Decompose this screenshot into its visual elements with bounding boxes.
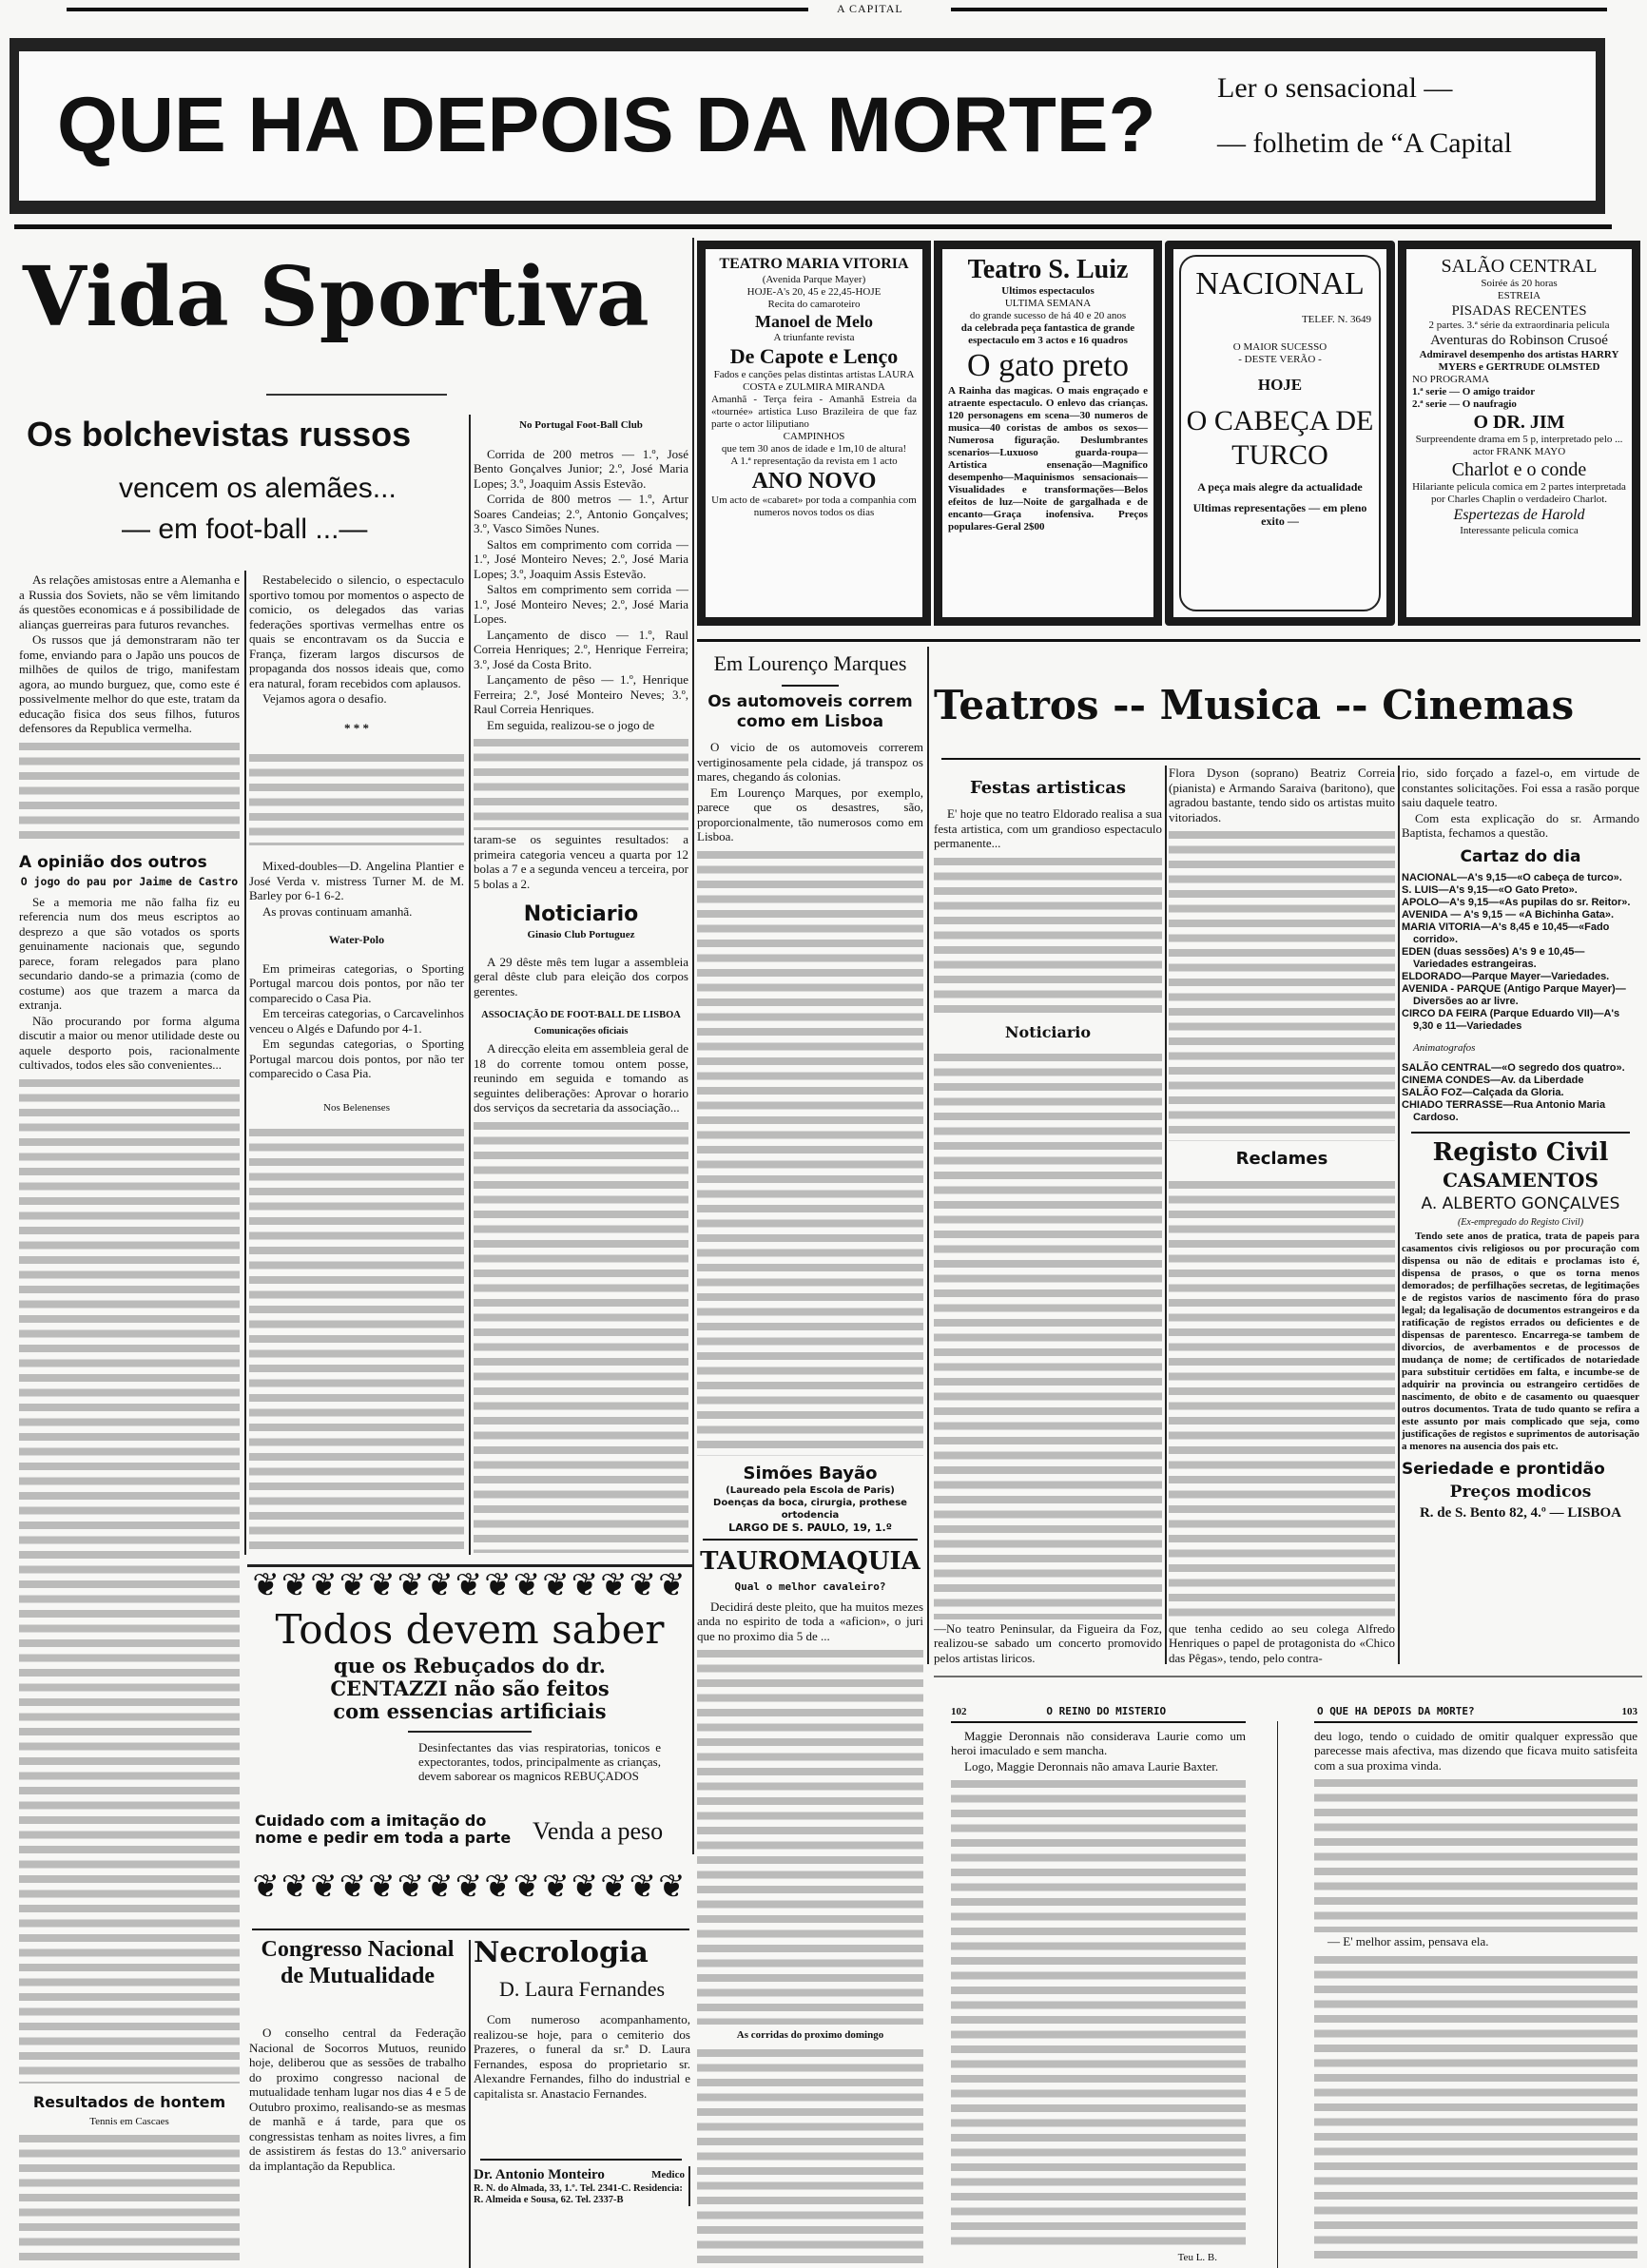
top-rule-left xyxy=(67,8,808,11)
divider xyxy=(1411,1132,1630,1134)
article-paragraph: Os russos que já demonstraram não ter fome, enviando para o Japão uns poucos de milhões de quilos de trigo, manifestam agora, ao mundo burguez, que, como este é possivelmente melhor do que este, tratam da educação fisica dos seus filhos, futuros defensores da Republica vermelha. xyxy=(19,632,240,735)
cartaz-item: APOLO—A's 9,15—«As pupilas do sr. Reitor». xyxy=(1402,896,1631,908)
subheading-ginasio: Ginasio Club Portuguez xyxy=(527,929,635,940)
section-title-teatros: Teatros -- Musica -- Cinemas xyxy=(934,682,1575,728)
article-paragraph: O vicio de os automoveis correrem vertiginosamente pela cidade, já transpoz os mares, chegando ás colonias. xyxy=(697,740,923,784)
tauromaquia-text: Decidirá deste pleito, que ha muitos mezes anda no espirito de toda a «aficion», o juri que no proximo dia 5 de ... xyxy=(697,1599,923,1643)
article-paragraph: As provas continuam amanhã. xyxy=(262,903,413,919)
folhetim-right-header xyxy=(1314,1704,1637,1719)
article-paragraph: Vejamos agora o desafio. xyxy=(262,691,387,706)
ad-line: Surpreendente drama em 5 p, interpretado pelo ... actor FRANK MAYO xyxy=(1415,434,1623,457)
subheading-animatografos: Animatografos xyxy=(1413,1041,1476,1054)
ad-show-title: PISADAS RECENTES xyxy=(1451,303,1587,319)
article-paragraph: Em primeiras categorias, o Sporting Portugal marcou dois pontos, por não ter comparecido o Casa Pia. xyxy=(249,960,464,1005)
ad-show-title: O gato preto xyxy=(967,348,1129,383)
text-texture xyxy=(934,1050,1162,1619)
divider xyxy=(941,758,1640,760)
ad-warning: Cuidado com a imitação do nome e pedir em toda a parte xyxy=(255,1812,512,1847)
article-paragraph: Em terceiras categorias, o Carcavelinhos venceu o Algés e Dafundo por 4-1. xyxy=(249,1006,464,1036)
ad-line: Um acto de «cabaret» por toda a companhia com numeros novos todos os dias xyxy=(711,494,917,518)
article-paragraph: Com esta explicação do sr. Armando Baptista, fechamos a questão. xyxy=(1402,810,1639,840)
article-paragraph: Logo, Maggie Deronnais não amava Laurie Baxter. xyxy=(964,1758,1219,1774)
heading-noticiario-teatros: Noticiario xyxy=(1004,1022,1092,1041)
registo-role: (Ex-empregado do Registo Civil) xyxy=(1457,1216,1584,1228)
top-rule-right xyxy=(951,8,1607,11)
cartaz-item: NACIONAL—A's 9,15—«O cabeça de turco». xyxy=(1402,871,1622,883)
ad-person: Manoel de Melo xyxy=(755,312,873,331)
ad-film: Espertezas de Harold xyxy=(1453,507,1585,523)
registo-title: Registo Civil xyxy=(1432,1137,1609,1167)
cartaz-cinema-item: CINEMA CONDES—Av. da Liberdade xyxy=(1402,1074,1584,1086)
ad-line: Soirée ás 20 horas xyxy=(1481,278,1558,289)
text-texture xyxy=(474,735,688,830)
ad-line: que os Rebuçados do dr. xyxy=(334,1654,606,1677)
medico-name: Dr. Antonio Monteiro xyxy=(474,2167,605,2182)
cartaz-item: AVENIDA - PARQUE (Antigo Parque Mayer)—Diversões ao ar livre. xyxy=(1402,982,1626,1007)
article-paragraph: As relações amistosas entre a Alemanha e a Russia dos Soviets, não se vêm limitando ás questões economicas e á possibilidade de alianças guerreiras para futuros revanches. xyxy=(19,572,240,631)
section-stars: * * * xyxy=(344,720,369,735)
divider xyxy=(1314,1721,1637,1723)
running-head: A CAPITAL xyxy=(837,2,903,15)
ad-line: Fados e canções pelas distintas artistas LAURA COSTA e ZULMIRA MIRANDA xyxy=(713,369,915,393)
text-texture xyxy=(19,739,240,843)
ad-title: TEATRO MARIA VITORIA xyxy=(719,256,909,272)
teatros-colA xyxy=(934,770,1162,1666)
cartaz-cinema-item: SALÃO FOZ—Calçada da Gloria. xyxy=(1402,1086,1564,1098)
column-rule xyxy=(1165,766,1167,1664)
subheading-communications: Comunicações oficiais xyxy=(533,1026,629,1037)
article-paragraph: A 29 dêste mês tem lugar a assembleia geral dêste club para eleição dos corpos gerentes. xyxy=(474,954,688,998)
opinion-byline: O jogo do pau por Jaime de Castro xyxy=(20,874,239,888)
subheading-belenenses: Nos Belenenses xyxy=(323,1101,390,1114)
folhetim-signature: Teu L. B. xyxy=(1177,2251,1217,2263)
necrologia-name: D. Laura Fernandes xyxy=(498,1977,666,2001)
column-rule xyxy=(469,1940,471,2268)
ad-line: Admiravel desempenho dos artistas HARRY MYERS e GERTRUDE OLMSTED xyxy=(1419,349,1619,373)
cartaz-item: AVENIDA — A's 9,15 — «A Bichinha Gata». xyxy=(1402,908,1615,921)
text-texture xyxy=(1314,1775,1637,1932)
article-paragraph: A direcção eleita em assembleia geral de 18 do corrente tomou ontem posse, reunindo em seguida e tomando as seguintes deliberações: Aprovar o horario dos serviços da secretaria da associação... xyxy=(474,1041,688,1115)
ad-sale: Venda a peso xyxy=(533,1817,664,1845)
subheadline-2: — em foot-ball ...— xyxy=(122,514,368,545)
divider xyxy=(703,1539,918,1541)
column-rule xyxy=(692,238,694,1854)
folhetim-right-text: deu logo, tendo o cuidado de omitir qualquer expressão que parecesse mais afectiva, mas dizendo que ficava muito satisfeita com a sua proxima vinda. xyxy=(1314,1728,1637,1773)
ad-line: que tem 30 anos de idade e 1m,10 de altura! xyxy=(721,443,907,455)
result-item: Corrida de 200 metros — 1.º, José Bento Gonçalves Junior; 2.º, José Maria Lopes; 3.º, Joaquim Assis Estevão. xyxy=(474,446,688,491)
result-item: Saltos em comprimento sem corrida — 1.º, José Monteiro Neves; 2.º, José Maria Lopes. xyxy=(474,582,688,626)
cartaz-item: ELDORADO—Parque Mayer—Variedades. xyxy=(1402,970,1610,982)
ad-title: Teatro S. Luiz xyxy=(967,255,1129,284)
divider xyxy=(480,2159,682,2161)
ad-phone: TELEF. N. 3649 xyxy=(1301,314,1371,325)
cartaz-list xyxy=(1402,872,1639,1124)
ad-teatro-maria-vitoria xyxy=(697,241,931,626)
ad-line: da celebrada peça fantastica de grande espectaculo em 3 actos e 16 quadros xyxy=(960,322,1135,346)
article-paragraph: Em Lourenço Marques, por exemplo, parece que os desastres, são, proporcionalmente, tão numerosos como em Lisboa. xyxy=(697,785,923,843)
centazzi-ad xyxy=(247,1564,692,1867)
divider xyxy=(697,639,1640,642)
ad-body: Desinfectantes das vias respiratorias, tonicos e expectorantes, todos, principalmente as crianças, devem saborear os magnicos REBUÇADOS xyxy=(418,1740,661,1783)
section-heading-opinion: A opinião dos outros xyxy=(19,852,207,872)
column-rule xyxy=(244,571,246,1555)
result-item: Lançamento de disco — 1.º, Raul Correia Henriques; 2.º, Henrique Ferreira; 3.º, José da Costa Brito. xyxy=(474,627,688,671)
ad-show-title: O CABEÇA DE TURCO xyxy=(1186,405,1374,471)
column-rule xyxy=(927,647,929,1664)
ad-today: HOJE xyxy=(1257,376,1303,394)
ad-line: HOJE-A's 20, 45 e 22,45-HOJE xyxy=(746,286,882,298)
ad-line: O MAIOR SUCESSO xyxy=(1232,341,1327,353)
necrologia-body: Com numeroso acompanhamento, realizou-se hoje, para o cemiterio dos Prazeres, o funeral da sr.ª D. Laura Fernandes, esposa do proprietario sr. Alexandre Fernandes, filho do industrial e capitalista sr. Anastacio Fernandes. xyxy=(474,2012,690,2101)
alfredo-text: que tenha cedido ao seu colega Alfredo Henriques o papel de protagonista do «Chico das Pêgas», tendo, pelo contra- xyxy=(1169,1620,1395,1665)
ad-line: Amanhã - Terça feira - Amanhã Estreia da «tournée» artistica Luso Brazileira de que faz parte o actor liliputiano xyxy=(711,394,917,430)
text-texture xyxy=(1169,827,1395,1141)
cartaz-cinema-item: SALÃO CENTRAL—«O segredo dos quatro». xyxy=(1402,1061,1625,1074)
congresso-body: O conselho central da Federação Nacional de Socorros Mutuos, reunido hoje, deliberou que as sessões de trabalho do proximo congresso nacional de mutualidade tenham lugar nos dias 4 e 5 de Outubro proximo, realisando-se as mesmas de manhã e á tarde, para que os congressistas tenham as noites livres, a fim de assistirem ás festas do 13.º aniversario da implantação da Republica. xyxy=(249,2026,466,2173)
ad-title: NACIONAL xyxy=(1195,266,1365,301)
text-texture xyxy=(474,1118,688,1554)
bayao-line: Doenças da boca, cirurgia, prothese ortodencia xyxy=(713,1497,907,1521)
teatros-colB xyxy=(1169,766,1395,1666)
banner-line1: Ler o sensacional — xyxy=(1217,72,1453,104)
ad-line: A 1.ª representação da revista em 1 acto xyxy=(730,456,898,467)
heading-noticiario: Noticiario xyxy=(523,902,639,926)
registo-prices: Preços modicos xyxy=(1449,1482,1592,1502)
bayao-ad xyxy=(697,1464,923,1535)
sports-col1 xyxy=(19,572,240,2266)
necrologia-title: Necrologia xyxy=(474,1936,649,1969)
subheadline-1: vencem os alemães... xyxy=(119,473,397,504)
ad-line: A peça mais alegre da actualidade xyxy=(1197,480,1363,494)
text-texture xyxy=(1314,1952,1637,2264)
folhetim-right-page-number: 103 xyxy=(1621,1706,1637,1717)
teatros-colC xyxy=(1402,766,1639,1522)
medico-address: R. N. do Almada, 33, 1.º. Tel. 2341-C. Residencia: R. Almeida e Sousa, 62. Tel. 2337-B xyxy=(474,2183,683,2205)
heading-reclames: Reclames xyxy=(1235,1149,1328,1169)
page-gutter xyxy=(1277,1721,1278,2268)
article-paragraph: taram-se os seguintes resultados: a primeira categoria venceu a quarta por 12 bolas a 7 e a segunda venceu a terceira, por 5 bolas a 2. xyxy=(474,832,688,891)
result-item: Lançamento de pêso — 1.º, Henrique Ferreira; 2.º, José Monteiro Neves; 3.º, Raul Correia Henriques. xyxy=(474,672,688,716)
registo-name: A. ALBERTO GONÇALVES xyxy=(1421,1193,1620,1213)
peninsular-text: —No teatro Peninsular, da Figueira da Foz, realizou-se sabado um concerto promovido pelos artistas liricos. xyxy=(934,1620,1162,1665)
divider xyxy=(252,1929,689,1930)
banner-bottom-rule xyxy=(14,224,1612,229)
article-paragraph: Se a memoria me não falha fiz eu referencia num dos meus escriptos ao desprezo a que são votados os sports genuinamente nacionais que, segundo parece, foram relegados para plano secundario dando-se a primazia (como de costume) aos que trazem a marca da extranja. xyxy=(19,894,240,1012)
ad-line: A Rainha das magicas. O mais engraçado e atraente espectaculo. O enlevo das crianças. 120 personagens em scena—30 numeros de musica—40 coristas de ambos os sexos—Numerosa figuração. Deslumbrantes scenarios—Luxuoso guarda-roupa—Artistica ensenação—Magnifico desempenho—Maquinismos sensacionais—Visualidades e transformações—Belos efeitos de luz—Noite de gargalhada e de encanto—Graça inofensiva. Preços populares-Geral 2$00 xyxy=(948,385,1148,533)
ad-line: CENTAZZI não são feitos xyxy=(330,1677,610,1700)
medico-title: Medico xyxy=(651,2169,685,2181)
ad-line: com essencias artificiais xyxy=(333,1699,607,1723)
colB-text: Flora Dyson (soprano) Beatriz Correia (pianista) e Armando Saraiva (baritono), que agradou bastante, tendo sido os artistas muito vitoriados. xyxy=(1169,766,1395,824)
result-item: Saltos em comprimento com corrida — 1.º, José Monteiro Neves; 2.º, José Maria Lopes; 3.º, Joaquim Assis Estevão. xyxy=(474,536,688,581)
lourenco-title: Em Lourenço Marques xyxy=(713,651,907,675)
text-texture xyxy=(19,2131,240,2264)
ornament-border-icon: ❦❦❦❦❦❦❦❦❦❦❦❦❦❦❦ xyxy=(252,1568,688,1603)
subheading-association: ASSOCIAÇÃO DE FOOT-BALL DE LISBOA xyxy=(481,1010,681,1020)
registo-subtitle: CASAMENTOS xyxy=(1443,1168,1599,1192)
folhetim-left xyxy=(951,1704,1246,2265)
ad-line: 1.ª serie — O amigo traidor xyxy=(1412,386,1536,397)
ad-line: ULTIMA SEMANA xyxy=(1004,298,1092,309)
subheading-portugal-fc: No Portugal Foot-Ball Club xyxy=(519,419,643,431)
divider xyxy=(951,1721,1246,1723)
lourenco-subtitle: Os automoveis correm como em Lisboa xyxy=(707,692,913,731)
subheading-waterpolo: Water-Polo xyxy=(328,933,385,946)
ad-line: do grande sucesso de há 40 e 20 anos xyxy=(969,310,1127,321)
ad-line: (Avenida Parque Mayer) xyxy=(762,274,866,285)
ad-show-title: ANO NOVO xyxy=(751,469,877,494)
registo-address: R. de S. Bento 82, 4.º — LISBOA xyxy=(1419,1504,1622,1521)
cartaz-item: S. LUIS—A's 9,15—«O Gato Preto». xyxy=(1402,883,1578,896)
ad-line: Recita do camaroteiro xyxy=(767,299,861,310)
article-paragraph: Em segundas categorias, o Sporting Portugal marcou dois pontos, por não ter comparecido o Casa Pia. xyxy=(249,1037,464,1080)
text-texture xyxy=(934,854,1162,1016)
section-title-sports: Vida Sportiva xyxy=(23,249,650,345)
column-rule xyxy=(1398,766,1400,1664)
ad-teatro-s-luiz xyxy=(934,241,1162,626)
ad-line: Interessante pelicula comica xyxy=(1460,525,1579,536)
registo-body: Tendo sete anos de pratica, trata de papeis para casamentos civis religiosos ou por procuração com dispensa ou não de editais e proclamas isto é, dispensa de prasos, o que os torna menos demorados; de perfilhações secretas, de legitimações e de registos varios de nascimento fóra do praso legal; da legalisação de documentos estrangeiros e da ratificação de registos errados ou deficientes e de dispensas de parentesco. Encarrega-se tambem de divorcios, de averbamentos e de processos de mudança de nome; de certificados de notariedade para substituir certidões em falta, e incumbe-se de adquirir na provincia ou estrangeiro certidões de nascimento, de obito e de casamento ou quaesquer outros documentos. Trata de tudo quanto se refira a este assunto por mais complicado que seja, como justificações de registos e suprimentos de autorisação a menores na ausencia dos pais etc. xyxy=(1402,1230,1639,1452)
folhetim-left-title: O REINO DO MISTERIO xyxy=(1046,1705,1167,1717)
banner-title: QUE HA DEPOIS DA MORTE? xyxy=(57,82,1156,168)
article-paragraph: Não procurando por forma alguma discutir a maior ou menor utilidade deste ou aquele desporto pois, racionalmente cultivados, todos eles são convenientes... xyxy=(19,1013,240,1072)
ad-film: Charlot e o conde xyxy=(1451,459,1587,480)
ad-line: 2.ª serie — O naufragio xyxy=(1412,398,1517,410)
cartaz-cinema-item: CHIADO TERRASSE—Rua Antonio Maria Cardoso. xyxy=(1402,1098,1606,1123)
ad-headline: Todos devem saber xyxy=(275,1606,665,1653)
ad-show-title: De Capote e Lenço xyxy=(729,344,899,368)
text-texture xyxy=(951,1776,1246,2249)
article-paragraph: rio, sido forçado a fazel-o, em virtude de constantes solicitações. Foi essa a rasão porque saiu daquele teatro. xyxy=(1402,766,1639,809)
festas-text: E' hoje que no teatro Eldorado realisa a sua festa artistica, com um grandioso espectaculo permanente... xyxy=(934,806,1162,850)
sports-col3 xyxy=(474,418,688,1555)
text-texture xyxy=(697,847,923,1456)
ad-title: SALÃO CENTRAL xyxy=(1441,256,1598,277)
text-texture xyxy=(1169,1177,1395,1619)
ornament-border-icon: ❦❦❦❦❦❦❦❦❦❦❦❦❦❦❦ xyxy=(252,1870,688,1905)
text-texture xyxy=(249,750,464,845)
ad-film: Aventuras do Robinson Crusoé xyxy=(1430,333,1608,348)
subheading-corridas: As corridas do proximo domingo xyxy=(736,2029,884,2041)
text-texture xyxy=(697,2045,923,2264)
cartaz-item: EDEN (duas sessões) A's 9 e 10,45—Variedades estrangeiras. xyxy=(1402,945,1585,970)
ad-line: Ultimos espectaculos xyxy=(1001,285,1095,297)
banner-frame xyxy=(10,38,1605,214)
ad-line: Ultimas representações — em pleno exito — xyxy=(1192,501,1367,528)
tauromaquia-subtitle: Qual o melhor cavaleiro? xyxy=(734,1580,886,1593)
result-item: Em seguida, realizou-se o jogo de xyxy=(487,717,655,732)
folhetim-right-title: O QUE HA DEPOIS DA MORTE? xyxy=(1317,1705,1475,1717)
bayao-address: LARGO DE S. PAULO, 19, 1.º xyxy=(728,1521,892,1534)
heading-cartaz: Cartaz do dia xyxy=(1460,846,1581,866)
divider xyxy=(782,685,839,687)
column-rule xyxy=(469,415,471,1555)
tauromaquia-title: TAUROMAQUIA xyxy=(700,1546,920,1576)
ad-salao-central xyxy=(1398,241,1640,626)
ad-line: ESTREIA xyxy=(1497,290,1541,301)
result-item: Corrida de 800 metros — 1.º, Artur Soares Candeias; 2.º, Antonio Gonçalves; 3.º, Vasco Simões Nunes. xyxy=(474,492,688,535)
ad-line: A triunfante revista xyxy=(773,332,855,343)
headline-bolchevistas: Os bolchevistas russos xyxy=(27,415,412,454)
folhetim-right-text: — E' melhor assim, pensava ela. xyxy=(1327,1934,1489,1948)
folhetim-left-page-number: 102 xyxy=(951,1706,967,1717)
ad-nacional xyxy=(1165,241,1395,626)
cartaz-item: CIRCO DA FEIRA (Parque Eduardo VII)—A's 9,30 e 11—Variedades xyxy=(1402,1007,1620,1032)
divider xyxy=(934,1676,1642,1677)
ad-line: Hilariante pelicula comica em 2 partes interpretada por Charles Chaplin o verdadeiro Charlot. xyxy=(1412,481,1626,505)
ad-film: O DR. JIM xyxy=(1473,412,1565,433)
article-paragraph: Restabelecido o silencio, o espectaculo sportivo tomou por momentos o aspecto de comicio, os delegados das varias federações sportivas vermelhas entre os quais se encontravam os da Succia e França, fizeram largos discursos de propaganda dos nossos ideais que, como era natural, foram recebidos com aplausos. xyxy=(249,572,464,690)
subheading-tennis: Tennis em Cascaes xyxy=(89,2116,169,2127)
cartaz-item: MARIA VITORIA—A's 8,45 e 10,45—«Fado corrido». xyxy=(1402,921,1610,945)
section-heading-results: Resultados de hontem xyxy=(32,2093,226,2111)
text-texture xyxy=(249,1125,464,1553)
lourenco-column xyxy=(697,649,923,2266)
ad-line: 2 partes. 3.ª série da extraordinaria pelicula xyxy=(1428,320,1610,331)
heading-festas: Festas artisticas xyxy=(969,778,1127,798)
ad-line: - DESTE VERÃO - xyxy=(1238,354,1322,365)
congresso-title: Congresso Nacional de Mutualidade xyxy=(261,1937,455,1988)
ornament-divider xyxy=(266,394,447,396)
medico-ad xyxy=(474,2166,690,2206)
sports-col2 xyxy=(249,572,464,1555)
folhetim-left-header xyxy=(951,1704,1246,1719)
bayao-name: Simões Bayão xyxy=(743,1463,878,1483)
article-paragraph: Maggie Deronnais não considerava Laurie como um heroi imaculado e sem mancha. xyxy=(951,1728,1246,1757)
registo-slogan: Seriedade e prontidão xyxy=(1402,1459,1605,1479)
folhetim-right xyxy=(1314,1704,1637,2265)
text-texture xyxy=(697,1646,923,2025)
ad-line: CAMPINHOS xyxy=(783,431,845,442)
bayao-line: (Laureado pela Escola de Paris) xyxy=(726,1484,895,1496)
banner-line2: — folhetim de “A Capital xyxy=(1217,127,1512,159)
ad-line: NO PROGRAMA xyxy=(1412,374,1489,385)
article-paragraph: Mixed-doubles—D. Angelina Plantier e José Verda v. mistress Turner M. de M. Barley por 6-1 6-2. xyxy=(249,859,464,902)
text-texture xyxy=(19,1076,240,2084)
